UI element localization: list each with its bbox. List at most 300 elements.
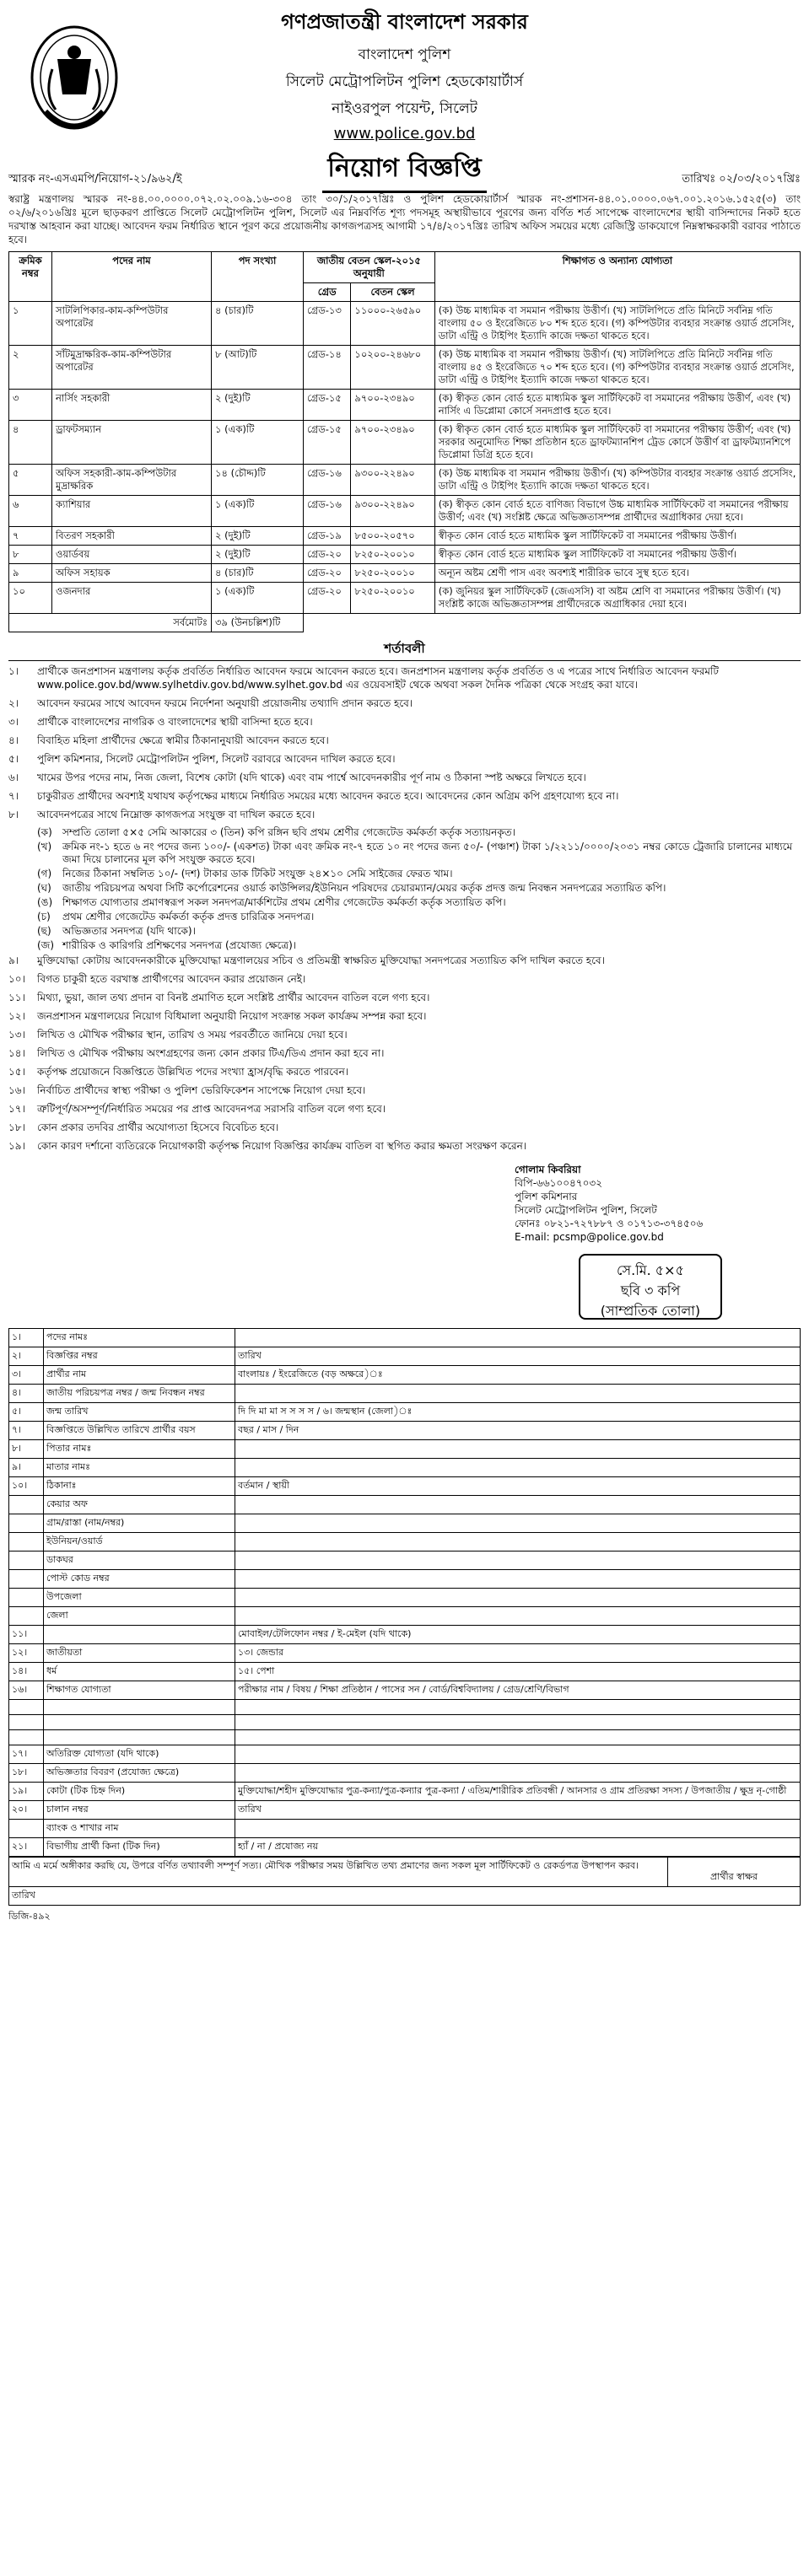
post-post: অফিস সহকারী-কাম-কম্পিউটার মুদ্রাক্ষরিক (52, 465, 212, 496)
post-grade: গ্রেড-১৫ (304, 421, 351, 465)
form-row (9, 1663, 801, 1681)
form-row-field[interactable] (235, 1533, 801, 1552)
photo-note: (সাম্প্রতিক তোলা) (600, 1303, 701, 1319)
form-row (9, 1730, 801, 1745)
term-item (8, 1046, 801, 1060)
post-qual: (ক) স্বীকৃত কোন বোর্ড হতে মাধ্যমিক স্কুল সার্টিফিকেট বা সমমানের পরীক্ষায় উত্তীর্ণ; এবং (খ) সরকার অনুমোদিত শিক্ষা প্রতিষ্ঠান হতে ড্রাফটম্যানশিপ ট্রেড কোর্সে উত্তীর্ণ বা ড্রাফটম্যানশিপে ডিপ্লোমা ডিগ্রি হতে হবে। (434, 421, 800, 465)
form-row-number: ৪। (9, 1385, 44, 1403)
post-no: ৪ (9, 421, 52, 465)
photo-copies: ছবি ৩ কপি (620, 1283, 681, 1299)
terms-more-list (8, 954, 801, 1153)
post-scale: ৯৩০০-২২৪৯০ (351, 496, 434, 527)
post-scale: ৮২৫০-২০০১০ (351, 564, 434, 583)
form-row-field[interactable]: দি দি মা মা স স স স / ৬। জন্মস্থান (জেলা)ঃ (235, 1403, 801, 1422)
term-number: (ঘ) (37, 882, 51, 894)
form-row-field[interactable]: তারিখ (235, 1347, 801, 1366)
term-item (8, 1065, 801, 1078)
form-row-number: ৭। (9, 1422, 44, 1440)
post-row (9, 546, 801, 564)
post-grade: গ্রেড-১৩ (304, 302, 351, 346)
form-row (9, 1533, 801, 1552)
post-scale: ৯৭০০-২৩৪৯০ (351, 421, 434, 465)
form-row-field[interactable] (235, 1764, 801, 1783)
form-row (9, 1764, 801, 1783)
term-text: প্রার্থীকে বাংলাদেশের নাগরিক ও বাংলাদেশের স্থায়ী বাসিন্দা হতে হবে। (37, 716, 313, 728)
term-number: (ক) (37, 826, 52, 838)
form-row-number (9, 1700, 44, 1715)
term-item (8, 808, 801, 821)
form-row-number: ৮। (9, 1440, 44, 1459)
post-count: ৪ (চার)টি (212, 564, 304, 583)
post-qual: (ক) উচ্চ মাধ্যমিক বা সমমান পরীক্ষায় উত্তীর্ণ। (খ) কম্পিউটার ব্যবহার সংক্রান্ত ওয়ার্ড প্রসেসিং, ডাটা এন্ট্রি ও টাইপিং ইত্যাদি কাজে দক্ষতা থাকতে হবে। (434, 465, 800, 496)
form-row-number: ২১। (9, 1838, 44, 1857)
term-number: ৮। (8, 809, 19, 820)
post-count: ১ (এক)টি (212, 496, 304, 527)
term-text: কোন কারণ দর্শানো ব্যতিরেকে নিয়োগকারী কর্তৃপক্ষ নিয়োগ বিজ্ঞপ্তির কার্যক্রম বাতিল বা স্থগিত করার ক্ষমতা সংরক্ষণ করেন। (37, 1140, 527, 1152)
form-row-label: পোস্ট কোড নম্বর (44, 1570, 235, 1589)
footer-code: ডিজি-৪৯২ (8, 1911, 51, 1922)
form-row-field[interactable] (235, 1440, 801, 1459)
form-row-field[interactable] (235, 1496, 801, 1514)
form-row-field[interactable] (235, 1459, 801, 1477)
signatory-bp: বিপি-৬৬১০০৪৭০৩২ (515, 1177, 603, 1189)
post-post: ক্যাশিয়ার (52, 496, 212, 527)
form-row-field[interactable]: পরীক্ষার নাম / বিষয় / শিক্ষা প্রতিষ্ঠান / পাসের সন / বোর্ড/বিশ্ববিদ্যালয় / গ্রেড/শ্রেণি/বিভাগ (235, 1681, 801, 1700)
form-row (9, 1403, 801, 1422)
form-row (9, 1514, 801, 1533)
form-row-label (44, 1730, 235, 1745)
term-number: ১। (8, 665, 19, 677)
post-row (9, 465, 801, 496)
term-item (37, 868, 801, 880)
form-row-label: বিভাগীয় প্রার্থী কিনা (টিক দিন) (44, 1838, 235, 1857)
post-scale: ৯৩০০-২২৪৯০ (351, 465, 434, 496)
form-row-number (9, 1496, 44, 1514)
term-text: কোন প্রকার তদবির প্রার্থীর অযোগ্যতা হিসেবে বিবেচিত হবে। (37, 1121, 279, 1133)
term-number: (জ) (37, 939, 55, 951)
govt-title: গণপ্রজাতন্ত্রী বাংলাদেশ সরকার (281, 10, 528, 34)
term-text: চাকুরীরত প্রার্থীদের অবশ্যই যথাযথ কর্তৃপক্ষের মাধ্যমে নির্ধারিত সময়ের মধ্যে আবেদন করতে হবে। আবেদনের কোন অগ্রিম কপি গ্রহণযোগ্য হবে না। (37, 790, 619, 802)
form-row-number: ১। (9, 1329, 44, 1347)
term-number: ১৩। (8, 1029, 25, 1041)
form-row-field[interactable] (235, 1700, 801, 1715)
term-text: খামের উপর পদের নাম, নিজ জেলা, বিশেষ কোটা (যদি থাকে) এবং বাম পার্শ্বে আবেদনকারীর পূর্ণ নাম ও ঠিকানা স্পষ্ট অক্ষরে লিখতে হবে। (37, 772, 586, 783)
form-row-field[interactable] (235, 1820, 801, 1838)
term-text: ত্রুটিপূর্ণ/অসম্পূর্ণ/নির্ধারিত সময়ের পর প্রাপ্ত আবেদনপত্র সরাসরি বাতিল বলে গণ্য হবে। (37, 1103, 386, 1115)
form-row-number (9, 1715, 44, 1730)
post-row (9, 346, 801, 390)
form-row-number (9, 1820, 44, 1838)
form-row-label: কেয়ার অফ (44, 1496, 235, 1514)
form-row-label: জন্ম তারিখ (44, 1403, 235, 1422)
post-grade: গ্রেড-২০ (304, 546, 351, 564)
post-row (9, 527, 801, 546)
form-row-label: প্রার্থীর নাম (44, 1366, 235, 1385)
post-no: ১০ (9, 583, 52, 614)
signatory-office: সিলেট মেট্রোপলিটন পুলিশ, সিলেট (515, 1204, 657, 1216)
post-post: নার্সিং সহকারী (52, 390, 212, 421)
term-item (37, 841, 801, 866)
bangladesh-police-seal (27, 19, 121, 145)
post-row (9, 583, 801, 614)
office-name: সিলেট মেট্রোপলিটন পুলিশ হেডকোয়ার্টার্স (285, 73, 524, 90)
post-grade: গ্রেড-২০ (304, 564, 351, 583)
form-row-number (9, 1570, 44, 1589)
form-row-label: ঠিকানাঃ (44, 1477, 235, 1496)
term-item (37, 826, 801, 839)
form-row-field[interactable] (235, 1385, 801, 1403)
form-row-field[interactable] (235, 1589, 801, 1607)
form-row-label: গ্রাম/রাস্তা (নাম/নম্বর) (44, 1514, 235, 1533)
term-number: ৩। (8, 716, 19, 728)
post-count: ১৪ (চৌদ্দ)টি (212, 465, 304, 496)
term-text: শিক্ষাগত যোগ্যতার প্রমাণস্বরূপ সকল সনদপত্র/মার্কশিটের প্রথম শ্রেণীর গেজেটেড কর্মকর্তা কর্তৃক সত্যায়িত কপি। (62, 896, 506, 908)
post-no: ৯ (9, 564, 52, 583)
term-number: ৬। (8, 772, 19, 783)
form-row (9, 1820, 801, 1838)
term-item (8, 1139, 801, 1153)
term-number: ১৪। (8, 1047, 25, 1059)
form-row-number: ১৪। (9, 1663, 44, 1681)
term-text: নির্বাচিত প্রার্থীদের স্বাস্থ্য পরীক্ষা ও পুলিশ ভেরিফিকেশন সাপেক্ষে নিয়োগ দেয়া হবে। (37, 1084, 366, 1096)
form-row-label: ধর্ম (44, 1663, 235, 1681)
form-row-field[interactable] (235, 1715, 801, 1730)
form-row-number: ৯। (9, 1459, 44, 1477)
post-scale: ৮২৫০-২০০১০ (351, 546, 434, 564)
term-text: লিখিত ও মৌখিক পরীক্ষায় অংশগ্রহণের জন্য কোন প্রকার টিএ/ডিএ প্রদান করা হবে না। (37, 1047, 385, 1059)
term-item (8, 734, 801, 747)
form-row-field[interactable]: তারিখ (235, 1801, 801, 1820)
term-number: ১২। (8, 1010, 25, 1022)
form-row (9, 1700, 801, 1715)
th-post: পদের নাম (52, 252, 212, 302)
post-qual: স্বীকৃত কোন বোর্ড হতে মাধ্যমিক স্কুল সার্টিফিকেট বা সমমানের পরীক্ষায় উত্তীর্ণ। (434, 546, 800, 564)
dept-name: বাংলাদেশ পুলিশ (358, 46, 451, 63)
form-row-label (44, 1626, 235, 1644)
form-row (9, 1607, 801, 1626)
term-text: লিখিত ও মৌখিক পরীক্ষার স্থান, তারিখ ও সময় পরবর্তীতে জানিয়ে দেয়া হবে। (37, 1029, 348, 1041)
form-row-field[interactable] (235, 1745, 801, 1764)
post-post: ওজনদার (52, 583, 212, 614)
form-row (9, 1681, 801, 1700)
form-row-label: ডাকঘর (44, 1552, 235, 1570)
form-row-field[interactable] (235, 1730, 801, 1745)
total-label: সর্বমোটঃ (9, 614, 212, 632)
term-text: বিগত চাকুরী হতে বরখাস্ত প্রার্থীগণের আবেদন করার প্রয়োজন নেই। (37, 973, 306, 985)
term-number: (ছ) (37, 925, 51, 937)
form-row (9, 1552, 801, 1570)
term-text: ক্রমিক নং-১ হতে ৬ নং পদের জন্য ১০০/- (একশত) টাকা এবং ক্রমিক নং-৭ হতে ১০ নং পদের জন্য ৫০/- (পঞ্চাশ) টাকা ১/২২১১/০০০০/২০৩১ নম্বর কোডে ট্রেজারি চালানের মাধ্যমে জমা দিয়ে চালানের মূল কপি সংযুক্ত করতে হবে। (62, 841, 793, 865)
term-text: অভিজ্ঞতার সনদপত্র (যদি থাকে)। (62, 925, 196, 937)
post-post: অফিস সহায়ক (52, 564, 212, 583)
term-item (8, 715, 801, 729)
post-scale: ১১০০০-২৬৫৯০ (351, 302, 434, 346)
form-row-field[interactable] (235, 1552, 801, 1570)
form-row-number (9, 1514, 44, 1533)
post-count: ৪ (চার)টি (212, 302, 304, 346)
post-row (9, 390, 801, 421)
term-number: ৭। (8, 790, 19, 802)
form-row-field[interactable]: ১৩। জেন্ডার (235, 1644, 801, 1663)
term-item (37, 882, 801, 895)
term-item (37, 911, 801, 923)
term-number: ১৫। (8, 1066, 25, 1078)
form-row-label: উপজেলা (44, 1589, 235, 1607)
th-count: পদ সংখ্যা (212, 252, 304, 302)
form-row (9, 1715, 801, 1730)
term-text: মুক্তিযোদ্ধা কোটায় আবেদনকারীকে মুক্তিযোদ্ধা মন্ত্রণালয়ের সচিব ও প্রতিমন্ত্রী স্বাক্ষরিত মুক্তিযোদ্ধা সনদপত্রের সত্যায়িত কপি দাখিল করতে হবে। (37, 955, 605, 966)
form-row-field[interactable]: ১৫। পেশা (235, 1663, 801, 1681)
post-row (9, 496, 801, 527)
term-text: নিজের ঠিকানা সম্বলিত ১০/- (দশ) টাকার ডাক টিকিট সংযুক্ত ২৪×১০ সেমি সাইজের ফেরত খাম। (62, 868, 453, 879)
signature-label: প্রার্থীর স্বাক্ষর (668, 1858, 801, 1887)
term-number: (গ) (37, 868, 52, 879)
form-row (9, 1422, 801, 1440)
total-value: ৩৯ (উনচল্লিশ)টি (212, 614, 304, 632)
form-row (9, 1589, 801, 1607)
term-number: ১০। (8, 973, 25, 985)
th-scale: জাতীয় বেতন স্কেল-২০১৫ অনুযায়ী (304, 252, 435, 283)
form-row (9, 1626, 801, 1644)
form-row-number: ২। (9, 1347, 44, 1366)
recruitment-notice (8, 7, 801, 1925)
post-qual: (ক) স্বীকৃত কোন বোর্ড হতে বাণিজ্য বিভাগে উচ্চ মাধ্যমিক সার্টিফিকেট বা সমমানের পরীক্ষায় উত্তীর্ণ; এবং (খ) সংশ্লিষ্ট ক্ষেত্রে অভিজ্ঞতাসম্পন্ন প্রার্থীদের অগ্রাধিকার দেয়া হবে। (434, 496, 800, 527)
term-item (8, 1121, 801, 1134)
form-row (9, 1366, 801, 1385)
term-text: বিবাহিত মহিলা প্রার্থীদের ক্ষেত্রে স্বামীর ঠিকানানুযায়ী আবেদন করতে হবে। (37, 734, 329, 746)
post-qual: (ক) উচ্চ মাধ্যমিক বা সমমান পরীক্ষায় উত্তীর্ণ। (খ) সাটলিপিতে প্রতি মিনিটে সর্বনিম্ন গতি বাংলায় ৫০ ও ইংরেজিতে ৮০ শব্দ হতে হবে। (গ) কম্পিউটার ব্যবহার সংক্রান্ত ওয়ার্ড প্রসেসিং, ডাটা এন্ট্রি ও টাইপিং ইত্যাদি কাজে দক্ষতা থাকতে হবে। (434, 302, 800, 346)
post-grade: গ্রেড-১৬ (304, 465, 351, 496)
post-grade: গ্রেড-১৯ (304, 527, 351, 546)
form-row-label: চালান নম্বর (44, 1801, 235, 1820)
notice-title: নিয়োগ বিজ্ঞপ্তি (322, 148, 486, 193)
term-number: (ঙ) (37, 896, 53, 908)
form-row-label: ব্যাংক ও শাখার নাম (44, 1820, 235, 1838)
post-post: সাঁটমুদ্রাক্ষরিক-কাম-কম্পিউটার অপারেটর (52, 346, 212, 390)
signatory-name: গোলাম কিবরিয়া (515, 1164, 581, 1175)
memo-number: স্মারক নং-এসএমপি/নিয়োগ-২১/৯৬২/ই (8, 173, 182, 186)
term-number: ১৬। (8, 1084, 25, 1096)
term-text: শারীরিক ও কারিগরি প্রশিক্ষণের সনদপত্র (প্রযোজ্য ক্ষেত্রে)। (62, 939, 297, 951)
application-form (8, 1328, 801, 1857)
terms-list (8, 664, 801, 821)
form-row-number: ৫। (9, 1403, 44, 1422)
term-text: সম্প্রতি তোলা ৫×৫ সেমি আকারের ৩ (তিন) কপি রঙ্গিন ছবি প্রথম শ্রেণীর গেজেটেড কর্মকর্তা কর্তৃক সত্যায়নকৃত। (62, 826, 515, 838)
signatory-email[interactable]: E-mail: pcsmp@police.gov.bd (515, 1231, 664, 1243)
form-row (9, 1329, 801, 1347)
form-row-number: ১০। (9, 1477, 44, 1496)
form-row-number: ১৬। (9, 1681, 44, 1700)
intro-paragraph: স্বরাষ্ট্র মন্ত্রণালয় স্মারক নং-৪৪.০০.০০০০.০৭২.০২.০০৯.১৬-৩০৪ তাং ৩০/১/২০১৭খ্রিঃ ও পুলিশ হেডকোয়ার্টার্স স্মারক নং-প্রশাসন-৪৪.০১.০০০০.০৬৭.০০১.২০১৬.১৫২৫(৩) তাং ০২/৬/২০১৬খ্রিঃ মূলে ছাড়করণ প্রাপ্তিতে সিলেট মেট্রোপলিটন পুলিশ, সিলেট এর নিম্নবর্ণিত শূণ্য পদসমূহ অস্থায়ীভাবে পূরণের জন্য বর্ণিত শর্ত সাপেক্ষে বাংলাদেশের স্থায়ী বাসিন্দাদের নিকট হতে দরখাস্ত আহবান করা যাচ্ছে। আবেদন ফরম নির্ধারিত স্থানে পূরণ করে প্রয়োজনীয় কাগজপত্রসহ আগামী ১৭/৪/২০১৭খ্রিঃ তারিখ অফিস সময়ের মধ্যে রেজিস্ট্রি ডাকযোগে নিম্নস্বাক্ষরকারী বরাবর পাঠাতে হবে। (8, 193, 801, 245)
form-row (9, 1745, 801, 1764)
form-row-field[interactable]: বাংলায়ঃ / ইংরেজিতে (বড় অক্ষরে)ঃ (235, 1366, 801, 1385)
post-count: ২ (দুই)টি (212, 546, 304, 564)
post-scale: ৮৫০০-২০৫৭০ (351, 527, 434, 546)
form-row (9, 1347, 801, 1366)
term-number: ১৭। (8, 1103, 25, 1115)
form-row-label (44, 1700, 235, 1715)
photo-box (579, 1254, 722, 1320)
form-row-label: মাতার নামঃ (44, 1459, 235, 1477)
term-number: ১৮। (8, 1121, 25, 1133)
form-row-label: শিক্ষাগত যোগ্যতা (44, 1681, 235, 1700)
terms-title: শর্তাবলী (8, 639, 801, 661)
th-grade: গ্রেড (304, 283, 351, 302)
declaration-date[interactable]: তারিখ (9, 1887, 801, 1906)
form-row-field[interactable] (235, 1570, 801, 1589)
post-qual: স্বীকৃত কোন বোর্ড হতে মাধ্যমিক স্কুল সার্টিফিকেট বা সমমানের পরীক্ষায় উত্তীর্ণ। (434, 527, 800, 546)
post-no: ২ (9, 346, 52, 390)
post-no: ৮ (9, 546, 52, 564)
th-serial: ক্রমিক নম্বর (9, 252, 52, 302)
post-count: ২ (দুই)টি (212, 390, 304, 421)
post-row (9, 302, 801, 346)
term-number: ৪। (8, 734, 19, 746)
term-item (8, 954, 801, 967)
post-qual: (ক) স্বীকৃত কোন বোর্ড হতে মাধ্যমিক স্কুল সার্টিফিকেট বা সমমানের পরীক্ষায় উত্তীর্ণ, এবং (খ) নার্সিং এ ডিপ্লোমা কোর্সে সনদপ্রাপ্ত হতে হবে। (434, 390, 800, 421)
post-count: ২ (দুই)টি (212, 527, 304, 546)
term-text: মিথ্যা, ভুয়া, জাল তথ্য প্রদান বা বিনষ্ট প্রমাণিত হলে সংশ্লিষ্ট প্রার্থীর আবেদন বাতিল বলে গণ্য হবে। (37, 992, 430, 1003)
post-no: ৬ (9, 496, 52, 527)
term-item (8, 1028, 801, 1041)
term-text: জাতীয় পরিচয়পত্র অথবা সিটি কর্পোরেশনের ওয়ার্ড কাউন্সিলর/ইউনিয়ন পরিষদের চেয়ারম্যান/মেয়র কর্তৃক প্রদত্ত জন্ম নিবন্ধন সনদপত্রের সত্যায়িত কপি। (62, 882, 666, 894)
term-number: (খ) (37, 841, 52, 852)
declaration-text: আমি এ মর্মে অঙ্গীকার করছি যে, উপরে বর্ণিত তথ্যাবলী সম্পূর্ণ সত্য। মৌখিক পরীক্ষার সময় উল্লিখিত তথ্য প্রমাণের জন্য সকল মূল সার্টিফিকেট ও রেকর্ডপত্র উপস্থাপন করব। (9, 1858, 668, 1887)
post-grade: গ্রেড-১৫ (304, 390, 351, 421)
post-no: ৭ (9, 527, 52, 546)
form-row-label: জেলা (44, 1607, 235, 1626)
form-row (9, 1477, 801, 1496)
photo-size: সে.মি. ৫×৫ (617, 1262, 684, 1278)
post-count: ১ (এক)টি (212, 583, 304, 614)
term-number: ৯। (8, 955, 19, 966)
form-row (9, 1644, 801, 1663)
term8-sublist (8, 826, 801, 952)
form-row-number (9, 1607, 44, 1626)
website-link[interactable]: www.police.gov.bd (333, 125, 476, 143)
term-text: কর্তৃপক্ষ প্রয়োজনে বিজ্ঞপ্তিতে উল্লিখিত পদের সংখ্যা হ্রাস/বৃদ্ধি করতে পারবেন। (37, 1066, 349, 1078)
post-count: ৮ (আট)টি (212, 346, 304, 390)
form-row-number: ১৯। (9, 1783, 44, 1801)
memo-date: তারিখঃ ০২/০৩/২০১৭খ্রিঃ (682, 173, 801, 186)
form-row-label: অতিরিক্ত যোগ্যতা (যদি থাকে) (44, 1745, 235, 1764)
post-qual: (ক) জুনিয়র স্কুল সার্টিফিকেট (জেএসসি) বা অষ্টম শ্রেণি বা সমমানের পরীক্ষায় উত্তীর্ণ। (খ) সংশ্লিষ্ট কাজে অভিজ্ঞতাসম্পন্ন প্রার্থীদেরকে অগ্রাধিকার দেয়া হবে। (434, 583, 800, 614)
term-text: প্রথম শ্রেণীর গেজেটেড কর্মকর্তা কর্তৃক প্রদত্ত চারিত্রিক সনদপত্র। (62, 911, 315, 922)
term-number: ১৯। (8, 1140, 25, 1152)
form-row-label: পিতার নামঃ (44, 1440, 235, 1459)
form-row-label: বিজ্ঞপ্তিতে উল্লিখিত তারিখে প্রার্থীর বয়স (44, 1422, 235, 1440)
form-row-field[interactable]: বর্তমান / স্থায়ী (235, 1477, 801, 1496)
form-row-number (9, 1730, 44, 1745)
office-address: নাইওরপুল পয়েন্ট, সিলেট (332, 100, 477, 117)
term-number: ১১। (8, 992, 25, 1003)
form-row-number: ১৭। (9, 1745, 44, 1764)
form-row (9, 1496, 801, 1514)
signatory-phone: ফোনঃ ০৮২১-৭২৭৮৮৭ ও ০১৭১৩-৩৭৪৫০৬ (515, 1218, 704, 1229)
form-row-label: ইউনিয়ন/ওয়ার্ড (44, 1533, 235, 1552)
form-row-label: জাতীয়তা (44, 1644, 235, 1663)
form-row (9, 1385, 801, 1403)
post-post: বিতরণ সহকারী (52, 527, 212, 546)
form-row-number (9, 1589, 44, 1607)
post-row (9, 421, 801, 465)
form-row-label (44, 1715, 235, 1730)
form-row-number: ৩। (9, 1366, 44, 1385)
form-row-field[interactable]: মুক্তিযোদ্ধা/শহীদ মুক্তিযোদ্ধার পুত্র-কন্যা/পুত্র-কন্যার পুত্র-কন্যা / এতিম/শারীরিক প্রতিবন্ধী / আনসার ও গ্রাম প্রতিরক্ষা সদস্য / উপজাতীয় / ক্ষুদ্র নৃ-গোষ্ঠী (235, 1783, 801, 1801)
post-qual: (ক) উচ্চ মাধ্যমিক বা সমমান পরীক্ষায় উত্তীর্ণ। (খ) সাটলিপিতে প্রতি মিনিটে সর্বনিম্ন গতি বাংলায় ৪৫ ও ইংরেজিতে ৭০ শব্দ হতে হবে। (গ) কম্পিউটার ব্যবহার সংক্রান্ত ওয়ার্ড প্রসেসিং, ডাটা এন্ট্রি ও টাইপিং ইত্যাদি কাজে দক্ষতা থাকতে হবে। (434, 346, 800, 390)
post-row (9, 564, 801, 583)
term-text: আবেদন ফরমের সাথে আবেদন ফরমে নির্দেশনা অনুযায়ী প্রয়োজনীয় তথ্যাদি প্রদান করতে হবে। (37, 697, 413, 709)
form-row (9, 1838, 801, 1857)
term-item (8, 664, 801, 691)
signatory-title: পুলিশ কমিশনার (515, 1191, 578, 1202)
term-item (37, 939, 801, 952)
th-pay: বেতন স্কেল (351, 283, 434, 302)
form-row-label: বিজ্ঞপ্তির নম্বর (44, 1347, 235, 1366)
form-row-number (9, 1533, 44, 1552)
term-item (8, 991, 801, 1004)
term-text: জনপ্রশাসন মন্ত্রণালয়ের নিয়োগ বিধিমালা অনুযায়ী নিয়োগ সংক্রান্ত সকল কার্যক্রম সম্পন্ন করা হবে। (37, 1010, 427, 1022)
form-row (9, 1459, 801, 1477)
post-grade: গ্রেড-২০ (304, 583, 351, 614)
signatory-block (515, 1163, 801, 1244)
form-row-number: ১৮। (9, 1764, 44, 1783)
form-row-field[interactable]: বছর / মাস / দিন (235, 1422, 801, 1440)
term-number: ২। (8, 697, 19, 709)
form-row-number: ১১। (9, 1626, 44, 1644)
post-scale: ৮২৫০-২০০১০ (351, 583, 434, 614)
form-row (9, 1440, 801, 1459)
form-row-field[interactable] (235, 1607, 801, 1626)
form-row-label: পদের নামঃ (44, 1329, 235, 1347)
term-item (37, 925, 801, 938)
form-row-number: ১২। (9, 1644, 44, 1663)
term-number: ৫। (8, 753, 19, 765)
post-count: ১ (এক)টি (212, 421, 304, 465)
term-item (37, 896, 801, 909)
term-item (8, 696, 801, 710)
term-item (8, 1009, 801, 1023)
form-row-number: ২০। (9, 1801, 44, 1820)
post-scale: ৯৭০০-২৩৪৯০ (351, 390, 434, 421)
term-item (8, 771, 801, 784)
term-item (8, 1102, 801, 1116)
term-text: প্রার্থীকে জনপ্রশাসন মন্ত্রণালয় কর্তৃক প্রবর্তিত নির্ধারিত আবেদন ফরমে আবেদন করতে হবে। জনপ্রশাসন মন্ত্রণালয় কর্তৃক প্রবর্তিত ও এ পত্রের সাথে নির্ধারিত আবেদন ফরমটি www.police.gov.bd/www.sylhetdiv.gov.bd/www.sylhet.gov.bd এর ওয়েবসাইট থেকে অথবা সকল দৈনিক পত্রিকা থেকে সংগ্রহ করা যাবে। (37, 665, 719, 691)
term-item (8, 1084, 801, 1097)
form-row (9, 1570, 801, 1589)
term-text: আবেদনপত্রের সাথে নিম্নোক্ত কাগজপত্র সংযুক্ত বা দাখিল করতে হবে। (37, 809, 316, 820)
form-row-label: জাতীয় পরিচয়পত্র নম্বর / জন্ম নিবন্ধন নম্বর (44, 1385, 235, 1403)
form-row-label: অভিজ্ঞতার বিবরণ (প্রযোজ্য ক্ষেত্রে) (44, 1764, 235, 1783)
form-row-field[interactable]: হ্যাঁ / না / প্রযোজ্য নয় (235, 1838, 801, 1857)
post-post: সাটলিপিকার-কাম-কম্পিউটার অপারেটর (52, 302, 212, 346)
post-no: ১ (9, 302, 52, 346)
form-row (9, 1801, 801, 1820)
term-text: পুলিশ কমিশনার, সিলেট মেট্রোপলিটন পুলিশ, সিলেট বরাবরে আবেদন দাখিল করতে হবে। (37, 753, 396, 765)
post-no: ৩ (9, 390, 52, 421)
th-qualification: শিক্ষাগত ও অন্যান্য যোগ্যতা (434, 252, 800, 302)
form-row (9, 1783, 801, 1801)
post-post: ড্রাফটসম্যান (52, 421, 212, 465)
form-row-field[interactable]: মোবাইল/টেলিফোন নম্বর / ই-মেইল (যদি থাকে) (235, 1626, 801, 1644)
form-row-field[interactable] (235, 1514, 801, 1533)
term-item (8, 789, 801, 803)
term-number: (চ) (37, 911, 51, 922)
form-row-field[interactable] (235, 1329, 801, 1347)
declaration-table (8, 1857, 801, 1906)
post-no: ৫ (9, 465, 52, 496)
post-post: ওয়ার্ডবয় (52, 546, 212, 564)
